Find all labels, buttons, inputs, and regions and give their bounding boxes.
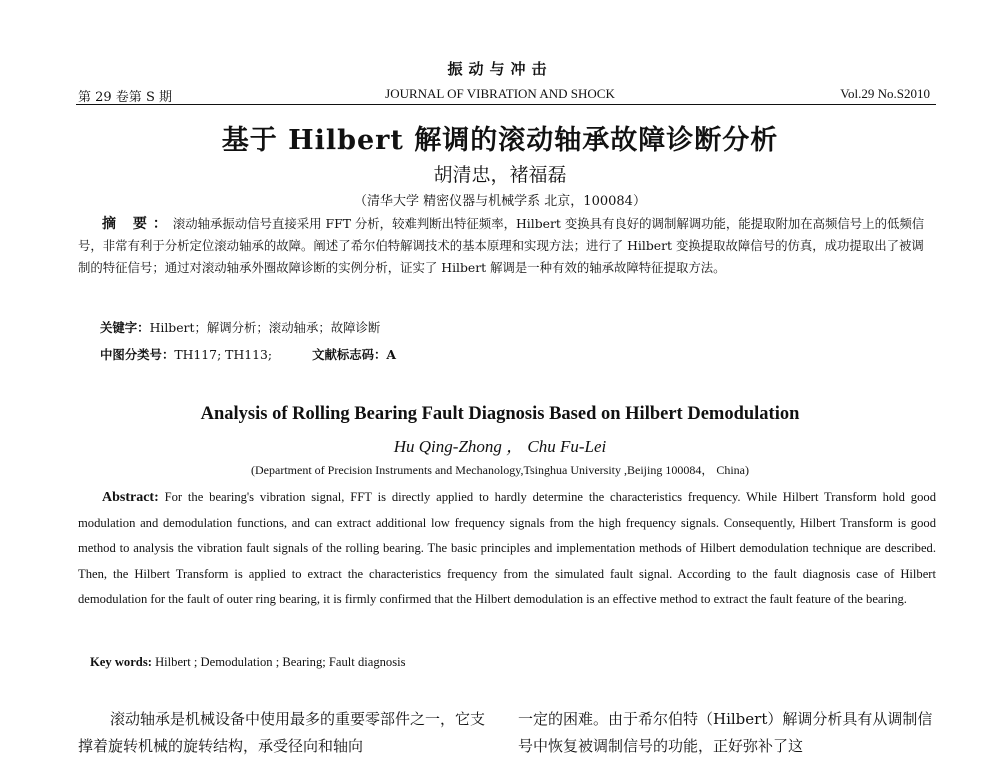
keywords-en (90, 655, 406, 670)
keywords-en-text: Hilbert ; Demodulation ; Bearing; Fault diagnosis (155, 655, 406, 669)
abstract-cn-text: 滚动轴承振动信号直接采用 FFT 分析，较难判断出特征频率，Hilbert 变换具有良好的调制解调功能，能提取附加在高频信号上的低频信号，非常有利于分析定位滚动轴承的故障。阐述了希尔伯特解调技术的基本原理和实现方法；进行了 Hilbert 变换提取故障信号的仿真，成功提取出了被调制的特征信号；通过对滚动轴承外圈故障诊断的实例分析，证实了 Hilbert 解调是一种有效的轴承故障特征提取方法。 (78, 216, 925, 275)
clc-value: TH117; TH113; (174, 347, 273, 362)
abstract-en-text: For the bearing's vibration signal, FFT is directly applied to hardly determine the characteristics frequency. While Hilbert Transform hold good modulation and demodulation functions, and can extract additional low frequency signals from the high frequency signals. Consequently, Hilbert Transform is good method to analysis the vibration fault signals of the rolling bearing. The basic principles and implementation methods of Hilbert demodulation technique are described. Then, the Hilbert Transform is applied to extract the characteristics frequency from the simulated fault signal. According to the fault diagnosis case of Hilbert demodulation for the fault of outer ring bearing, it is firmly confirmed that the Hilbert demodulation is an effective method to extract the fault feature of the bearing. (78, 490, 936, 606)
authors-en: Hu Qing-Zhong ， Chu Fu-Lei (393, 437, 607, 456)
classification-line (100, 345, 396, 363)
abstract-en-label: Abstract: (102, 490, 159, 505)
abstract-en (78, 485, 936, 613)
journal-name-en: JOURNAL OF VIBRATION AND SHOCK (385, 86, 615, 101)
keywords-cn-text: Hilbert；解调分析；滚动轴承；故障诊断 (149, 320, 381, 335)
doc-code-label: 文献标志码： (312, 347, 387, 362)
clc-label: 中图分类号： (100, 347, 175, 362)
volume-issue-en: Vol.29 No.S2010 (840, 86, 930, 101)
keywords-cn-label: 关键字： (100, 320, 150, 335)
abstract-cn-label: 摘 要： (102, 216, 173, 232)
keywords-cn (100, 318, 380, 336)
volume-issue-cn: 第 29 卷第 S 期 (78, 90, 172, 105)
journal-name-cn: 振动与冲击 (447, 60, 553, 78)
doc-code-value: A (386, 347, 397, 362)
header-rule (76, 104, 936, 105)
body-column-left: 滚动轴承是机械设备中使用最多的重要零部件之一，它支撑着旋转机械的旋转结构，承受径向和轴向 (78, 710, 486, 755)
body-column-right: 一定的困难。由于希尔伯特（Hilbert）解调分析具有从调制信号中恢复被调制信号的功能，正好弥补了这 (518, 710, 933, 755)
abstract-cn (78, 213, 936, 279)
authors-cn: 胡清忠，褚福磊 (433, 164, 567, 186)
keywords-en-label: Key words: (90, 655, 152, 669)
paper-title-cn: 基于 Hilbert 解调的滚动轴承故障诊断分析 (221, 125, 779, 156)
affiliation-cn: （清华大学 精密仪器与机械学系 北京，100084） (354, 194, 646, 209)
paper-title-en: Analysis of Rolling Bearing Fault Diagnosis Based on Hilbert Demodulation (200, 404, 800, 424)
affiliation-en: (Department of Precision Instruments and Mechanology,Tsinghua University ,Beijing 100084， China) (251, 463, 749, 477)
